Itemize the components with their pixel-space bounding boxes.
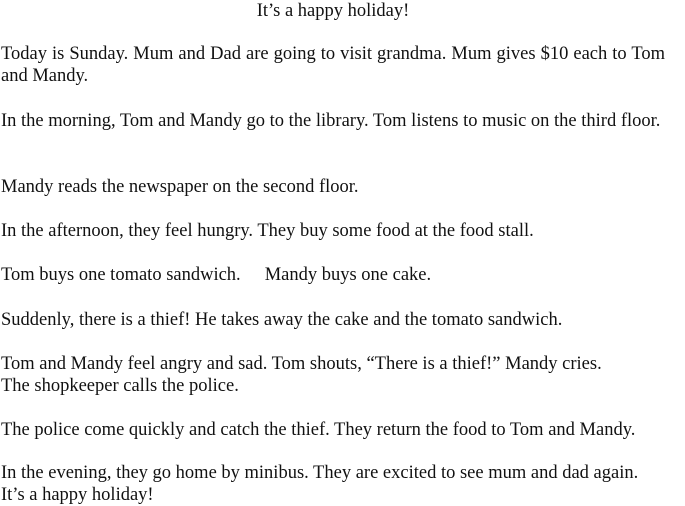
paragraph-line: In the evening, they go home by minibus. They are excited to see mum and dad again. xyxy=(1,463,639,483)
story-title: It’s a happy holiday! xyxy=(256,1,410,21)
paragraph-line: Tom and Mandy feel angry and sad. Tom shouts, “There is a thief!” Mandy cries. xyxy=(1,354,602,374)
mandy-purchase-text: Mandy buys one cake. xyxy=(264,265,432,285)
paragraph-line: The shopkeeper calls the police. xyxy=(1,376,239,396)
paragraph-police: The police come quickly and catch the thief. They return the food to Tom and Mandy. xyxy=(1,420,636,440)
paragraph-afternoon-hungry: In the afternoon, they feel hungry. They buy some food at the food stall. xyxy=(1,221,534,241)
paragraph-angry-sad xyxy=(1,353,665,397)
paragraph-evening-home xyxy=(1,462,665,506)
paragraph-library-morning: In the morning, Tom and Mandy go to the library. Tom listens to music on the third floor. xyxy=(1,111,661,131)
paragraph-sunday-visit: Today is Sunday. Mum and Dad are going to visit grandma. Mum gives $10 each to Tom and Mandy. xyxy=(1,44,665,86)
paragraph-thief: Suddenly, there is a thief! He takes away the cake and the tomato sandwich. xyxy=(1,310,563,330)
paragraph-newspaper: Mandy reads the newspaper on the second floor. xyxy=(1,177,359,197)
paragraph-food-purchases xyxy=(1,264,665,286)
paragraph-line: It’s a happy holiday! xyxy=(1,485,154,505)
tom-purchase-text: Tom buys one tomato sandwich. xyxy=(1,265,241,285)
